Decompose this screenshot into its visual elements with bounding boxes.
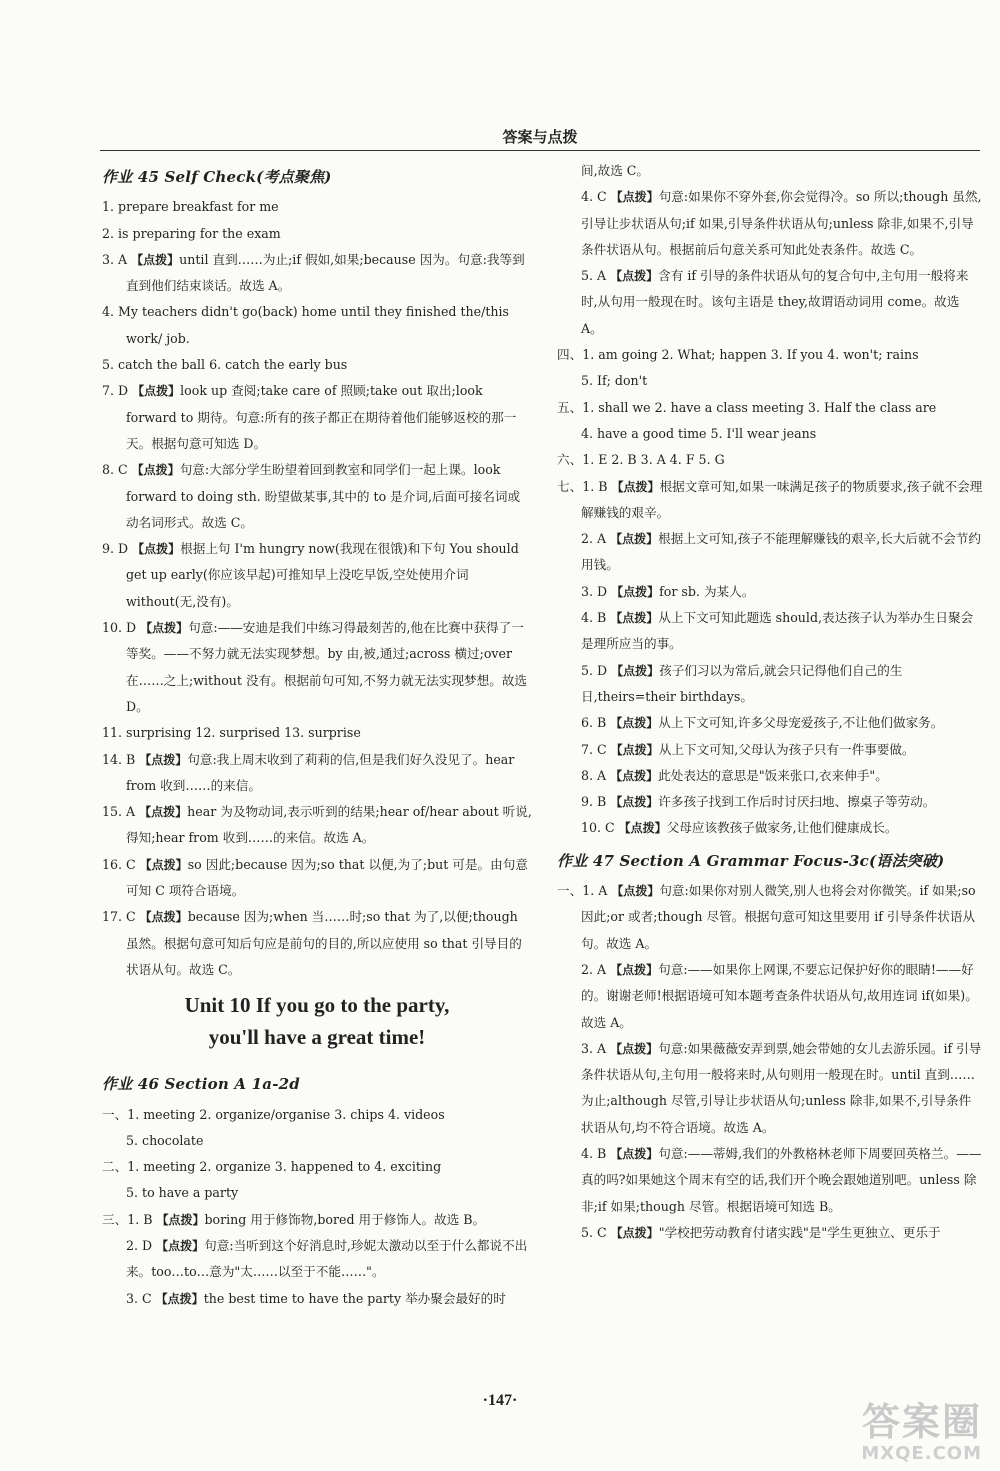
- answer-item: [557, 1036, 983, 1141]
- hint-tag: 【点拨】: [610, 768, 659, 783]
- answer-lead: 2. A: [581, 961, 611, 977]
- exercise-heading: 作业 47 Section A Grammar Focus-3c(语法突破): [557, 851, 945, 870]
- hint-tag: 【点拨】: [611, 884, 660, 899]
- answer-lead: 七、1. B: [557, 478, 612, 494]
- answer-line: 六、1. E 2. B 3. A 4. F 5. G: [557, 452, 725, 468]
- answer-item: [557, 263, 983, 342]
- answer-item: [102, 536, 532, 615]
- answer-item: [557, 184, 983, 263]
- answer-text: 句意:如果你对别人微笑,别人也将会对你微笑。if 如果;so 因此;or 或者;though 尽管。根据句意可知这里要用 if 引导条件状语从句。故选 A。: [581, 883, 976, 951]
- answer-lead: 5. A: [581, 268, 611, 284]
- unit-title: Unit 10 If you go to the party, you'll have a great time!: [184, 993, 450, 1050]
- answer-text: 句意:——蒂姆,我们的外教格林老师下周要回英格兰。——真的吗?如果她这个周末有空的话,我们开个晚会跟她道别吧。unless 除非;if 如果;though 尽管。根据语境可知选 B。: [581, 1145, 982, 1214]
- answer-text: 含有 if 引导的条件状语从句的复合句中,主句用一般将来时,从句用一般现在时。该句主语是 they,故谓语动词用 come。故选 A。: [581, 268, 969, 336]
- hint-tag: 【点拨】: [618, 821, 667, 836]
- answer-lead: 6. B: [581, 715, 611, 731]
- answer-text: 许多孩子找到工作后时讨厌扫地、擦桌子等劳动。: [658, 794, 936, 810]
- answer-text: for sb. 为某人。: [659, 583, 755, 599]
- answer-lead: 4. C: [581, 189, 611, 205]
- answer-text: 从上下文可知,父母认为孩子只有一件事要做。: [658, 741, 915, 757]
- answer-item: [557, 1141, 983, 1220]
- hint-tag: 【点拨】: [139, 752, 188, 767]
- hint-tag: 【点拨】: [131, 252, 180, 267]
- answer-text: 从上下文可知此题选 should,表达孩子认为举办生日聚会是理所应当的事。: [581, 610, 974, 652]
- answer-text: 根据上句 I'm hungry now(我现在很饿)和下句 You should get up early(你应该早起)可推知早上没吃早饭,空处使用介词 without(无,没有)。: [126, 541, 519, 609]
- answer-item: [557, 957, 983, 1036]
- answer-item: [557, 878, 983, 957]
- answer-lead: 4. B: [581, 610, 611, 626]
- answer-text: 句意:——如果你上网课,不要忘记保护好你的眼睛!——好的。谢谢老师!根据语境可知本题考查条件状语从句,故用连词 if(如果)。故选 A。: [581, 961, 978, 1030]
- answer-lead: 14. B: [102, 751, 140, 767]
- hint-tag: 【点拨】: [131, 463, 180, 478]
- exercise-heading: 作业 45 Self Check(考点聚焦): [102, 168, 332, 186]
- hint-tag: 【点拨】: [139, 805, 188, 820]
- answer-text: 句意:当听到这个好消息时,珍妮太激动以至于什么都说不出来。too…to…意为"太……以至于不能……"。: [126, 1237, 528, 1280]
- answer-lead: 5. D: [581, 662, 612, 678]
- hint-tag: 【点拨】: [610, 962, 659, 977]
- answer-line: 11. surprising 12. surprised 13. surprise: [102, 725, 361, 741]
- answer-line: 二、1. meeting 2. organize 3. happened to 4. exciting: [102, 1159, 442, 1175]
- answer-text: "学校把劳动教育付诸实践"是"学生更独立、更乐于: [658, 1224, 941, 1240]
- hint-tag: 【点拨】: [155, 1291, 204, 1306]
- answer-item: [102, 615, 532, 720]
- hint-tag: 【点拨】: [610, 611, 659, 626]
- answer-item: [102, 1286, 532, 1312]
- page-header: [100, 126, 980, 151]
- answer-item: [102, 1233, 532, 1286]
- left-column: [102, 158, 532, 1312]
- answer-item: [102, 799, 532, 852]
- answer-line: 5. to have a party: [126, 1185, 239, 1201]
- hint-tag: 【点拨】: [132, 542, 181, 557]
- page-number: ·147·: [482, 1392, 518, 1409]
- answer-lead: 8. A: [581, 767, 611, 783]
- answer-item: [102, 247, 532, 300]
- answer-lead: 9. B: [581, 794, 611, 810]
- answer-text: 句意:如果你不穿外套,你会觉得冷。so 所以;though 虽然,引导让步状语从句;if 如果,引导条件状语从句;unless 除非,如果不,引导条件状语从句。根据前后句意关系可知此处表条件。故选 C。: [581, 189, 982, 257]
- page-title: 答案与点拨: [502, 128, 578, 146]
- answer-item: [557, 815, 983, 841]
- answer-text: boring 用于修饰物,bored 用于修饰人。故选 B。: [204, 1211, 486, 1227]
- answer-item: [557, 763, 983, 789]
- answer-line: 5. catch the ball 6. catch the early bus: [102, 357, 348, 373]
- exercise-heading: 作业 46 Section A 1a-2d: [102, 1075, 300, 1094]
- hint-tag: 【点拨】: [610, 269, 659, 284]
- answer-text: so 因此;because 因为;so that 以便,为了;but 可是。由句意可知 C 项符合语境。: [126, 856, 528, 899]
- answer-lead: 3. D: [581, 583, 612, 599]
- answer-item: [557, 579, 983, 605]
- answer-line: 5. If; don't: [581, 373, 648, 389]
- answer-item: [557, 605, 983, 658]
- answer-lead: 17. C: [102, 909, 140, 925]
- answer-line: 四、1. am going 2. What; happen 3. If you 4. won't; rains: [557, 347, 919, 363]
- hint-tag: 【点拨】: [610, 1041, 659, 1056]
- right-column: [557, 158, 983, 1246]
- answer-lead: 7. D: [102, 383, 133, 399]
- answer-lead: 一、1. A: [557, 883, 612, 899]
- answer-item: [102, 457, 532, 536]
- answer-item: [557, 710, 983, 736]
- answer-item: [102, 378, 532, 457]
- answer-text: because 因为;when 当……时;so that 为了,以便;though 虽然。根据句意可知后句应是前句的目的,所以应使用 so that 引导目的状语从句。故选 C。: [126, 909, 522, 977]
- watermark-logo-text: 答案圈: [861, 1400, 982, 1444]
- answer-lead: 3. A: [581, 1040, 611, 1056]
- answer-text: 根据文章可知,如果一味满足孩子的物质要求,孩子就不会理解赚钱的艰辛。: [581, 478, 983, 520]
- answer-lead: 3. C: [126, 1290, 156, 1306]
- answer-line: 4. My teachers didn't go(back) home until they finished the/this work/ job.: [102, 304, 510, 346]
- answer-lead: 7. C: [581, 741, 611, 757]
- answer-lead: 5. C: [581, 1224, 611, 1240]
- watermark-url-text: MXQE.COM: [861, 1443, 982, 1464]
- answer-item: [102, 747, 532, 800]
- answer-text: hear 为及物动词,表示听到的结果;hear of/hear about 听说,得知;hear from 收到……的来信。故选 A。: [126, 804, 532, 846]
- answer-item: [102, 1207, 532, 1233]
- answer-lead: 16. C: [102, 856, 140, 872]
- answer-lead: 8. C: [102, 462, 132, 478]
- watermark-logo: [782, 1400, 982, 1466]
- hint-tag: 【点拨】: [610, 532, 659, 547]
- answer-text: 句意:我上周末收到了莉莉的信,但是我们好久没见了。hear from 收到……的来信。: [126, 751, 515, 793]
- answer-item: [102, 904, 532, 983]
- answer-item: [557, 1220, 983, 1246]
- answer-text: 此处表达的意思是"饭来张口,衣来伸手"。: [658, 767, 888, 783]
- answer-lead: 4. B: [581, 1145, 611, 1161]
- hint-tag: 【点拨】: [610, 742, 659, 757]
- answer-line: 五、1. shall we 2. have a class meeting 3. Half the class are: [557, 399, 937, 415]
- answer-item: [102, 852, 532, 905]
- hint-tag: 【点拨】: [610, 1146, 659, 1161]
- hint-tag: 【点拨】: [611, 584, 660, 599]
- answer-line: 2. is preparing for the exam: [102, 225, 281, 241]
- answer-text: 父母应该教孩子做家务,让他们健康成长。: [666, 820, 898, 836]
- answer-text: 句意:如果薇薇安弄到票,她会带她的女儿去游乐园。if 引导条件状语从句,主句用一般将来时,从句则用一般现在时。until 直到……为止;although 尽管,引导让步状语从句;unless 除非,如果不,引导条件状语从句,均不符合语境。故选 A。: [581, 1040, 982, 1135]
- answer-lead: 三、1. B: [102, 1211, 157, 1227]
- answer-item: [557, 474, 983, 527]
- hint-tag: 【点拨】: [139, 910, 188, 925]
- hint-tag: 【点拨】: [610, 795, 659, 810]
- answer-item: [557, 658, 983, 711]
- answer-line: 间,故选 C。: [581, 163, 650, 178]
- answer-item: [557, 526, 983, 579]
- answer-lead: 2. D: [126, 1237, 157, 1253]
- hint-tag: 【点拨】: [610, 1225, 659, 1240]
- answer-lead: 10. C: [581, 820, 619, 836]
- hint-tag: 【点拨】: [610, 716, 659, 731]
- hint-tag: 【点拨】: [611, 479, 660, 494]
- hint-tag: 【点拨】: [156, 1212, 205, 1227]
- answer-lead: 15. A: [102, 804, 140, 820]
- answer-item: [557, 789, 983, 815]
- answer-text: 孩子们习以为常后,就会只记得他们自己的生日,theirs=their birthdays。: [581, 662, 903, 704]
- answer-text: look up 查阅;take care of 照顾;take out 取出;look forward to 期待。句意:所有的孩子都正在期待着他们能够返校的那一天。根据句意可知选 D。: [126, 383, 517, 451]
- answer-line: 一、1. meeting 2. organize/organise 3. chips 4. videos: [102, 1106, 445, 1122]
- answer-line: 5. chocolate: [126, 1132, 204, 1148]
- answer-text: 根据上文可知,孩子不能理解赚钱的艰辛,长大后就不会节约用钱。: [581, 531, 981, 573]
- hint-tag: 【点拨】: [132, 384, 181, 399]
- hint-tag: 【点拨】: [156, 1238, 205, 1253]
- answer-line: 4. have a good time 5. I'll wear jeans: [581, 425, 817, 441]
- answer-lead: 3. A: [102, 251, 132, 267]
- hint-tag: 【点拨】: [140, 621, 189, 636]
- answer-text: until 直到……为止;if 假如,如果;because 因为。句意:我等到直到他们结束谈话。故选 A。: [126, 251, 525, 294]
- answer-text: 句意:大部分学生盼望着回到教室和同学们一起上课。look forward to doing sth. 盼望做某事,其中的 to 是介词,后面可接名词或动名词形式。故选 C。: [126, 462, 521, 530]
- answer-line: 1. prepare breakfast for me: [102, 199, 279, 215]
- hint-tag: 【点拨】: [139, 857, 188, 872]
- answer-text: 句意:——安迪是我们中练习得最刻苦的,他在比赛中获得了一等奖。——不努力就无法实现梦想。by 由,被,通过;across 横过;over 在……之上;without 没有。根据前句可知,不努力就无法实现梦想。故选 D。: [126, 620, 528, 714]
- answer-lead: 2. A: [581, 531, 611, 547]
- answer-item: [557, 737, 983, 763]
- answer-text: the best time to have the party 举办聚会最好的时: [203, 1290, 506, 1306]
- answer-lead: 10. D: [102, 620, 141, 636]
- answer-lead: 9. D: [102, 541, 133, 557]
- hint-tag: 【点拨】: [611, 663, 660, 678]
- answer-text: 从上下文可知,许多父母宠爱孩子,不让他们做家务。: [658, 715, 944, 731]
- hint-tag: 【点拨】: [610, 190, 659, 205]
